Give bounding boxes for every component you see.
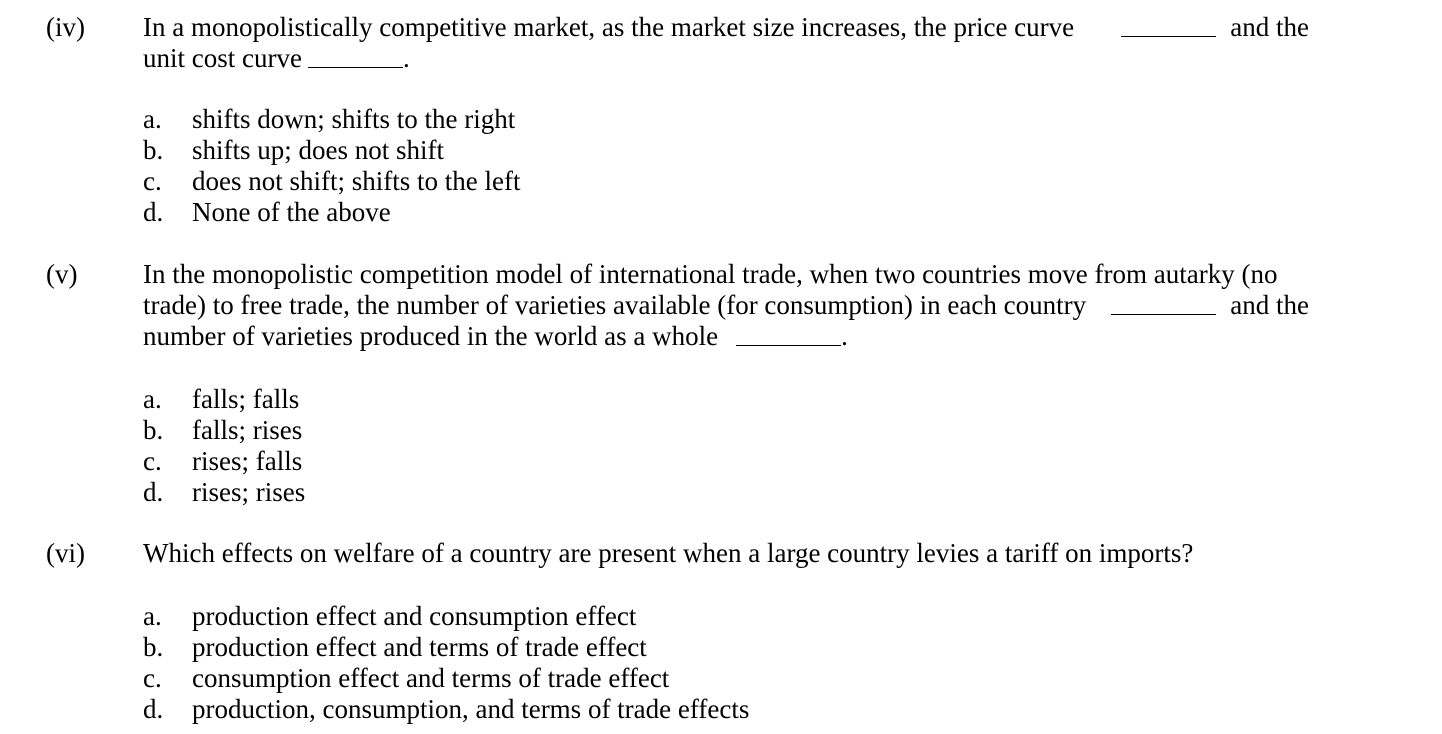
option-text: falls; rises: [192, 415, 303, 445]
option-text: production, consumption, and terms of trade effects: [192, 694, 750, 724]
option-text: does not shift; shifts to the left: [192, 166, 521, 196]
stem-text: .: [841, 321, 848, 351]
stem-text: In the monopolistic competition model of international trade, when two countries move from autarky (no: [143, 259, 1278, 289]
stem-text: Which effects on welfare of a country are present when a large country levies a tariff on imports?: [143, 538, 1194, 568]
option-letter: d.: [143, 694, 164, 724]
option-a: [143, 384, 305, 415]
question-number: (v): [46, 259, 78, 289]
question-stem: [143, 538, 1309, 569]
stem-line: [143, 12, 1309, 43]
option-c: [143, 663, 749, 694]
answer-blank: [1111, 290, 1216, 321]
option-text: rises; falls: [192, 446, 303, 476]
option-letter: b.: [143, 632, 164, 662]
option-text: shifts down; shifts to the right: [192, 104, 516, 134]
option-d: [143, 694, 749, 725]
option-b: [143, 135, 520, 166]
option-text: production effect and consumption effect: [192, 601, 637, 631]
option-text: None of the above: [192, 197, 391, 227]
option-d: [143, 477, 305, 508]
option-letter: a.: [143, 601, 162, 631]
option-letter: a.: [143, 384, 162, 414]
answer-options: [143, 384, 305, 508]
answer-options: [143, 601, 749, 725]
option-text: rises; rises: [192, 477, 306, 507]
answer-blank: [1121, 12, 1216, 43]
answer-options: [143, 104, 520, 228]
option-letter: d.: [143, 197, 164, 227]
option-text: production effect and terms of trade effect: [192, 632, 647, 662]
stem-text: trade) to free trade, the number of varieties available (for consumption) in each country: [143, 290, 1087, 320]
option-letter: c.: [143, 166, 162, 196]
option-letter: d.: [143, 477, 164, 507]
option-letter: a.: [143, 104, 162, 134]
option-c: [143, 166, 520, 197]
option-d: [143, 197, 520, 228]
option-b: [143, 632, 749, 663]
option-c: [143, 446, 305, 477]
option-a: [143, 601, 749, 632]
option-letter: b.: [143, 135, 164, 165]
stem-line: [143, 43, 1309, 74]
question-stem: [143, 12, 1309, 74]
answer-blank: [736, 321, 841, 352]
stem-text: .: [402, 43, 410, 73]
option-letter: b.: [143, 415, 164, 445]
stem-text: number of varieties produced in the world as a whole: [143, 321, 719, 351]
stem-text: In a monopolistically competitive market, as the market size increases, the price curve: [143, 12, 1075, 42]
stem-text: unit cost curve: [143, 43, 302, 73]
stem-line: [143, 259, 1309, 290]
option-text: consumption effect and terms of trade effect: [192, 663, 670, 693]
stem-line: [143, 321, 1309, 352]
option-text: shifts up; does not shift: [192, 135, 445, 165]
option-a: [143, 104, 520, 135]
question-stem: [143, 259, 1309, 352]
stem-text: and the: [1230, 12, 1309, 42]
option-letter: c.: [143, 446, 162, 476]
stem-line: [143, 290, 1309, 321]
stem-text: and the: [1230, 290, 1309, 320]
stem-line: [143, 538, 1309, 569]
option-b: [143, 415, 305, 446]
option-letter: c.: [143, 663, 162, 693]
option-text: falls; falls: [192, 384, 300, 414]
question-number: (vi): [46, 538, 85, 568]
answer-blank: [308, 43, 403, 74]
question-number: (iv): [46, 12, 85, 42]
